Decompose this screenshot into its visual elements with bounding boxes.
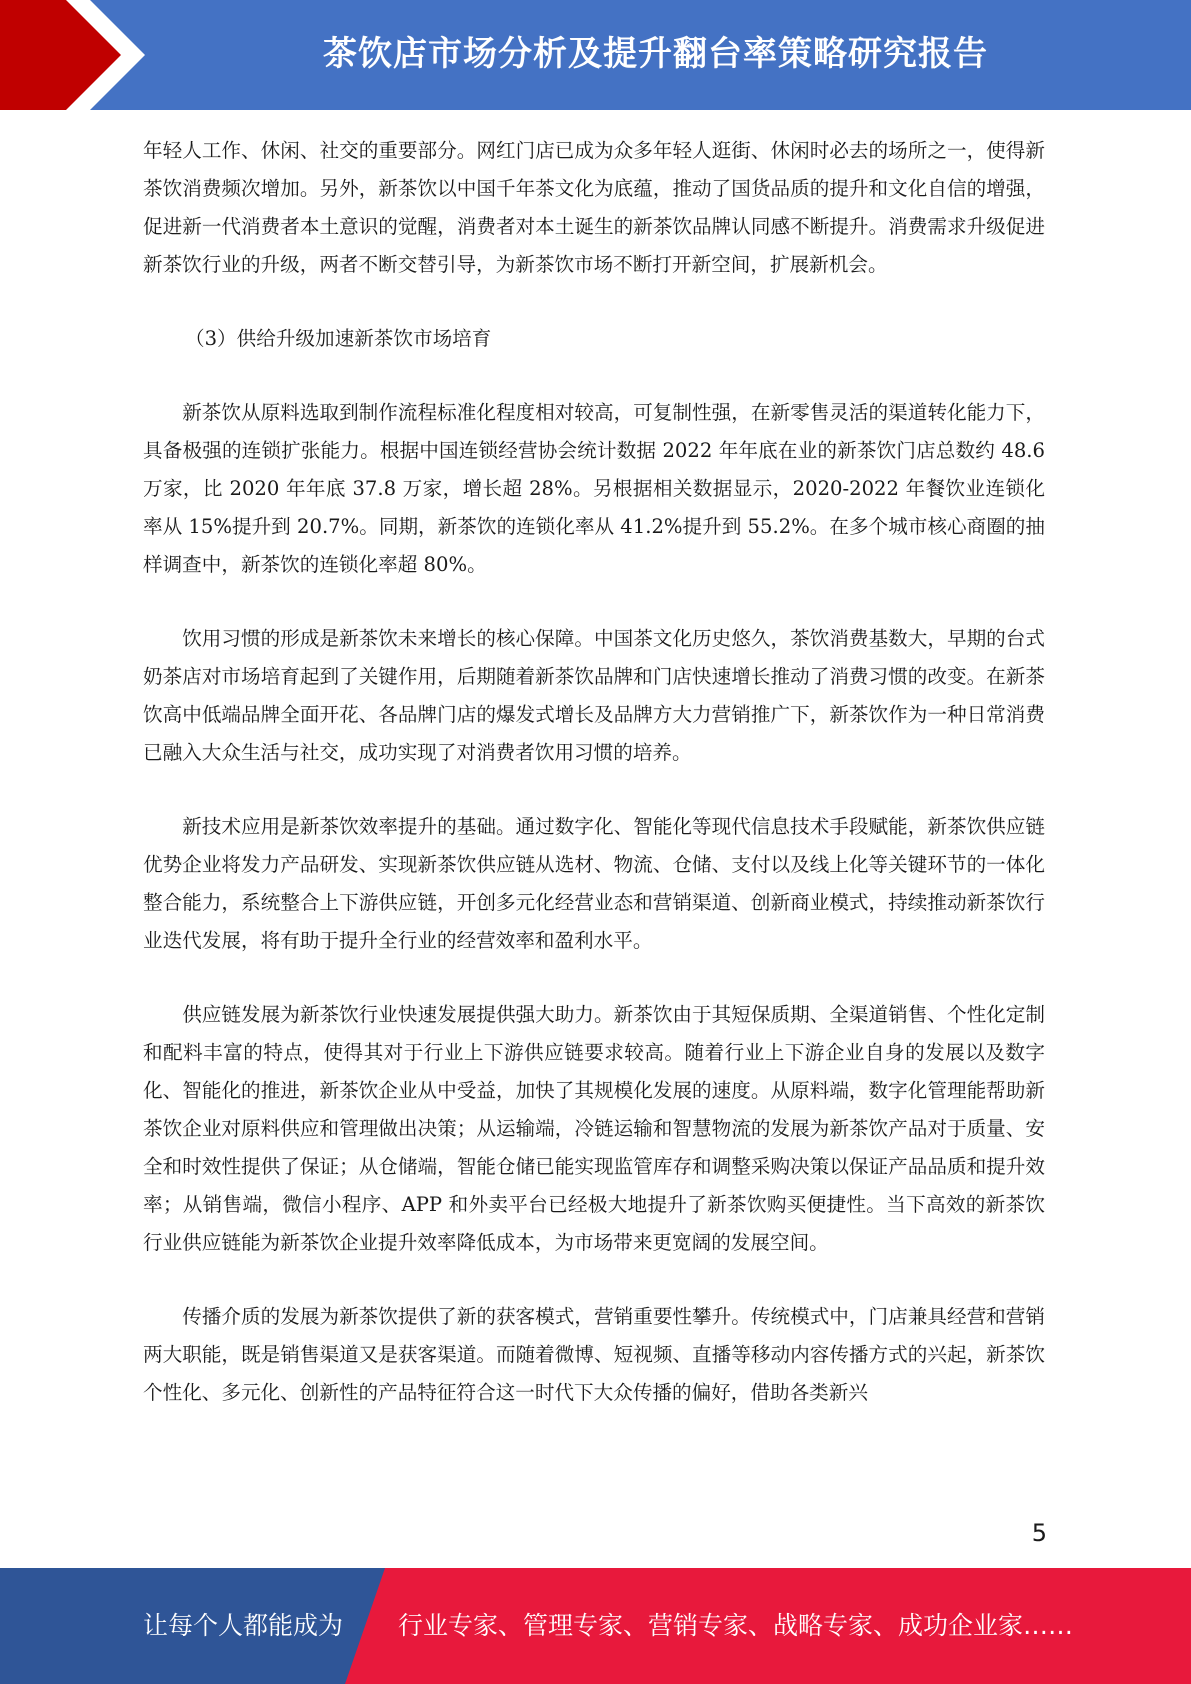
- paragraph: 饮用习惯的形成是新茶饮未来增长的核心保障。中国茶文化历史悠久，茶饮消费基数大，早期的台式奶茶店对市场培育起到了关键作用，后期随着新茶饮品牌和门店快速增长推动了消费习惯的改变。在新茶饮高中低端品牌全面开花、各品牌门店的爆发式增长及品牌方大力营销推广下，新茶饮作为一种日常消费已融入大众生活与社交，成功实现了对消费者饮用习惯的培养。: [143, 627, 1045, 764]
- footer-slogan-left: 让每个人都能成为: [143, 1611, 344, 1640]
- document-body: [143, 132, 1045, 1412]
- paragraph: 传播介质的发展为新茶饮提供了新的获客模式，营销重要性攀升。传统模式中，门店兼具经营和营销两大职能，既是销售渠道又是获客渠道。而随着微博、短视频、直播等移动内容传播方式的兴起，新茶饮个性化、多元化、创新性的产品特征符合这一时代下大众传播的偏好，借助各类新兴: [143, 1305, 1045, 1404]
- paragraph: 新茶饮从原料选取到制作流程标准化程度相对较高，可复制性强，在新零售灵活的渠道转化能力下，具备极强的连锁扩张能力。根据中国连锁经营协会统计数据 2022 年年底在业的新茶饮门店总数约 48.6 万家，比 2020 年年底 37.8 万家，增长超 28%。另根据相关数据显示，2020-2022 年餐饮业连锁化率从 15%提升到 20.7%。同期，新茶饮的连锁化率从 41.2%提升到 55.2%。在多个城市核心商圈的抽样调查中，新茶饮的连锁化率超 80%。: [143, 401, 1045, 576]
- paragraph: 新技术应用是新茶饮效率提升的基础。通过数字化、智能化等现代信息技术手段赋能，新茶饮供应链优势企业将发力产品研发、实现新茶饮供应链从选材、物流、仓储、支付以及线上化等关键环节的一体化整合能力，系统整合上下游供应链，开创多元化经营业态和营销渠道、创新商业模式，持续推动新茶饮行业迭代发展，将有助于提升全行业的经营效率和盈利水平。: [143, 815, 1045, 952]
- footer-slogan-right: 行业专家、管理专家、营销专家、战略专家、成功企业家……: [398, 1611, 1074, 1640]
- page-number: 5: [1031, 1519, 1047, 1547]
- section-subheading: （3）供给升级加速新茶饮市场培育: [185, 327, 492, 350]
- chevron-arrow-icon: [0, 0, 160, 110]
- paragraph-continuation: 年轻人工作、休闲、社交的重要部分。网红门店已成为众多年轻人逛街、休闲时必去的场所之一，使得新茶饮消费频次增加。另外，新茶饮以中国千年茶文化为底蕴，推动了国货品质的提升和文化自信的增强，促进新一代消费者本土意识的觉醒，消费者对本土诞生的新茶饮品牌认同感不断提升。消费需求升级促进新茶饮行业的升级，两者不断交替引导，为新茶饮市场不断打开新空间，扩展新机会。: [143, 139, 1045, 276]
- report-title: 茶饮店市场分析及提升翻台率策略研究报告: [323, 34, 988, 74]
- page-footer: [0, 1568, 1191, 1684]
- paragraph: 供应链发展为新茶饮行业快速发展提供强大助力。新茶饮由于其短保质期、全渠道销售、个性化定制和配料丰富的特点，使得其对于行业上下游供应链要求较高。随着行业上下游企业自身的发展以及数字化、智能化的推进，新茶饮企业从中受益，加快了其规模化发展的速度。从原料端，数字化管理能帮助新茶饮企业对原料供应和管理做出决策；从运输端，冷链运输和智慧物流的发展为新茶饮产品对于质量、安全和时效性提供了保证；从仓储端，智能仓储已能实现监管库存和调整采购决策以保证产品品质和提升效率；从销售端，微信小程序、APP 和外卖平台已经极大地提升了新茶饮购买便捷性。当下高效的新茶饮行业供应链能为新茶饮企业提升效率降低成本，为市场带来更宽阔的发展空间。: [143, 1003, 1045, 1254]
- page-header: [0, 0, 1191, 110]
